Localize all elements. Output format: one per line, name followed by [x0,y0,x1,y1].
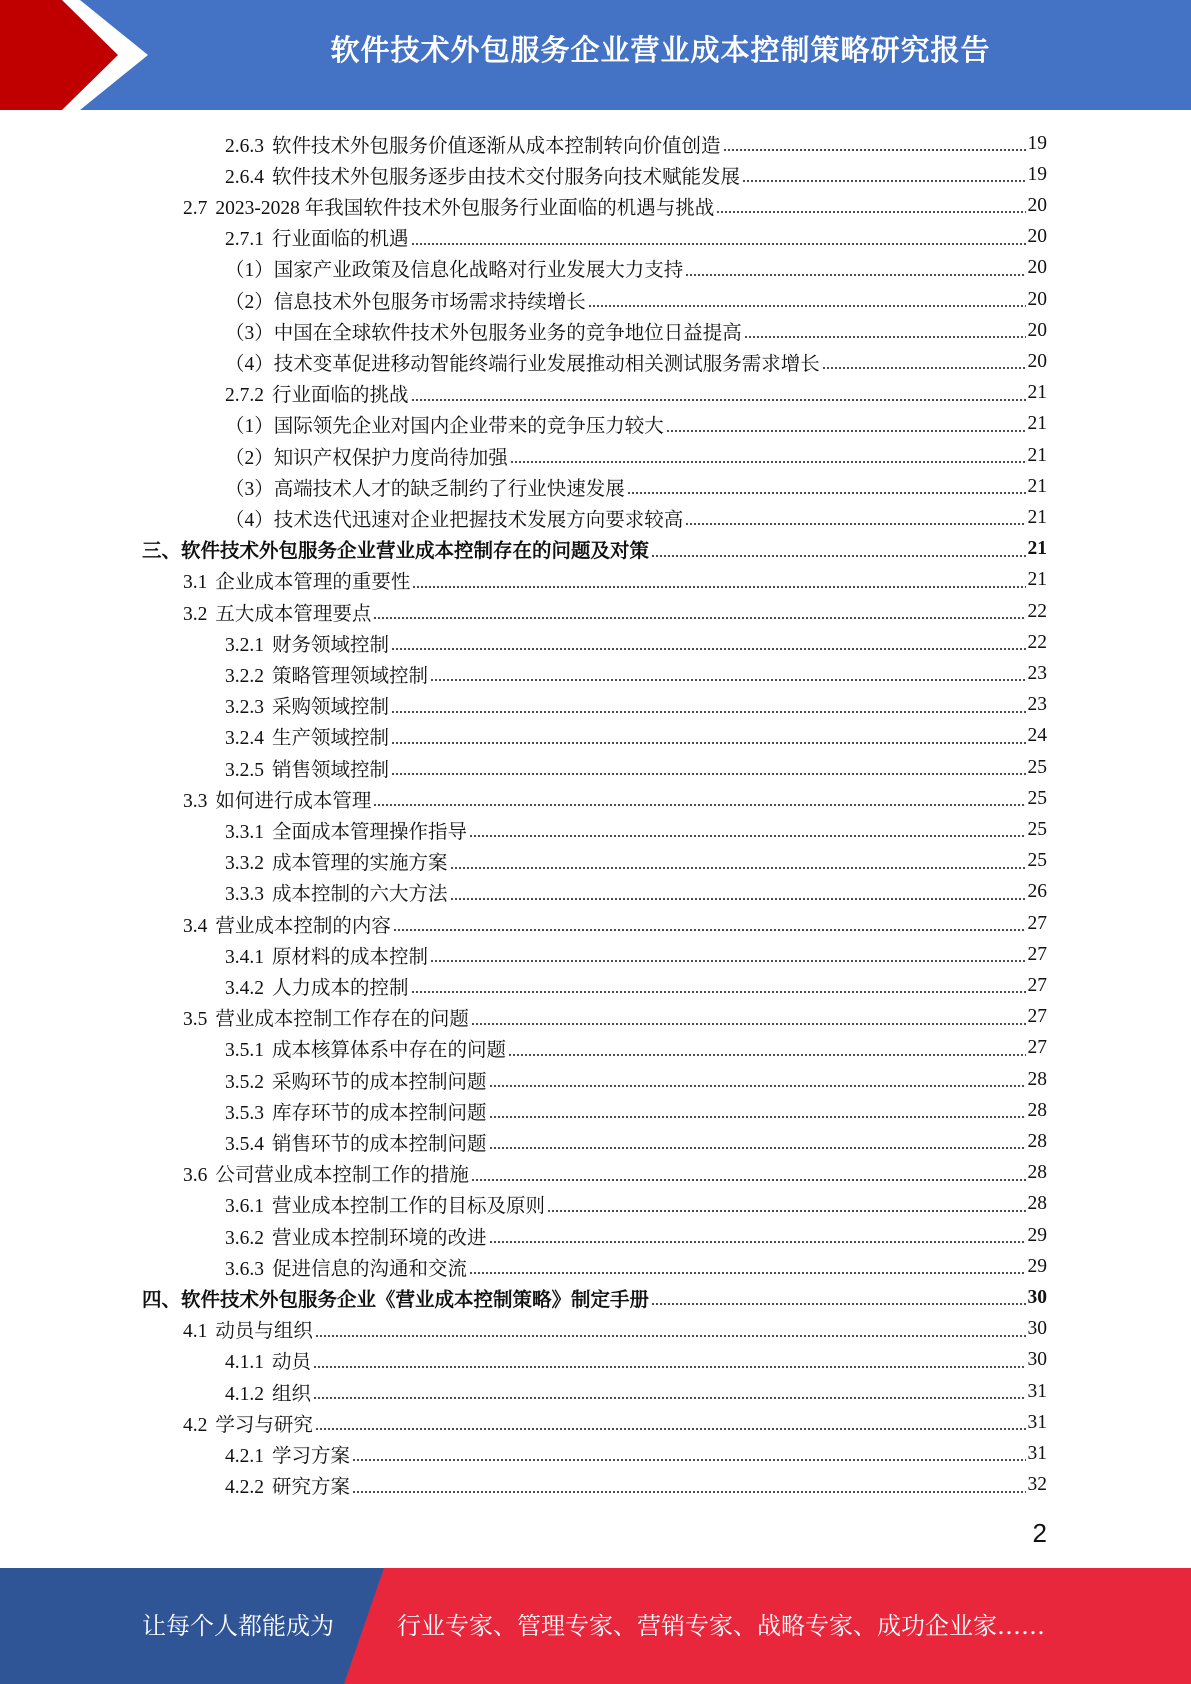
document-title: 软件技术外包服务企业营业成本控制策略研究报告 [330,33,991,67]
toc-entry-title: 软件技术外包服务逐步由技术交付服务向技术赋能发展 [272,166,741,188]
toc-dot-leader [373,804,1025,806]
toc-dot-leader [489,1241,1026,1243]
toc-dot-leader [430,679,1025,681]
toc-entry-page: 32 [1027,1474,1047,1496]
toc-entry-number: 3.4.1 [225,946,264,968]
toc-entry[interactable] [183,1158,1047,1189]
toc-dot-leader [469,1272,1025,1274]
toc-entry-label [225,161,740,189]
toc-entry-page: 21 [1027,506,1047,528]
toc-entry-page: 20 [1027,194,1047,216]
footer-slogan-left: 让每个人都能成为 [142,1612,334,1640]
toc-entry-title: 行业面临的挑战 [272,385,409,407]
toc-entry-number: 4.2.2 [225,1477,264,1499]
toc-entry[interactable] [183,783,1047,814]
toc-dot-leader [430,960,1025,962]
toc-dot-leader [391,711,1025,713]
toc-entry-page: 26 [1027,881,1047,903]
toc-entry-label [142,535,649,563]
page-footer [0,1568,1191,1684]
toc-entry-label [225,410,664,438]
toc-entry-title: 销售领域控制 [272,759,390,781]
toc-dot-leader [685,523,1025,525]
toc-entry[interactable] [225,1251,1047,1282]
toc-entry-title: （1）国家产业政策及信息化战略对行业发展大力支持 [225,260,684,282]
toc-entry[interactable] [183,1407,1047,1438]
toc-entry-page: 21 [1027,538,1047,560]
toc-entry-label [225,286,586,314]
toc-dot-leader [489,1147,1026,1149]
toc-dot-leader [588,305,1026,307]
toc-entry-page: 25 [1027,787,1047,809]
toc-entry-title: 行业面临的机遇 [272,229,409,251]
toc-entry-label [225,1440,350,1468]
toc-entry[interactable] [225,1095,1047,1126]
toc-entry-number: 3.2.2 [225,665,264,687]
toc-entry-page: 31 [1027,1411,1047,1433]
toc-entry[interactable] [225,471,1047,502]
toc-entry-label [225,254,683,282]
toc-entry-label [225,1222,487,1250]
toc-entry[interactable] [225,284,1047,315]
toc-entry-title: 原材料的成本控制 [272,946,429,968]
toc-dot-leader [450,867,1026,869]
toc-entry-title: 软件技术外包服务价值逐渐从成本控制转向价值创造 [272,135,721,157]
toc-entry-page: 31 [1027,1380,1047,1402]
toc-dot-leader [352,1459,1025,1461]
toc-entry-title: 研究方案 [272,1477,351,1499]
toc-entry[interactable] [225,346,1047,377]
toc-entry-number: 2.6.3 [225,135,264,157]
toc-entry-page: 28 [1027,1162,1047,1184]
toc-entry-number: 4.1 [183,1321,208,1343]
toc-entry-title: 公司营业成本控制工作的措施 [215,1165,469,1187]
toc-entry[interactable] [225,409,1047,440]
toc-entry-number: 3.2.4 [225,728,264,750]
toc-entry-title: 五大成本管理要点 [215,603,372,625]
toc-entry[interactable] [225,690,1047,721]
toc-entry[interactable] [225,1438,1047,1469]
toc-entry[interactable] [142,534,1047,565]
toc-entry-number: 2.7 [183,197,208,219]
toc-dot-leader [315,1335,1026,1337]
toc-entry[interactable] [225,378,1047,409]
toc-dot-leader [489,1085,1026,1087]
toc-entry[interactable] [225,627,1047,658]
toc-entry-page: 29 [1027,1224,1047,1246]
toc-entry-page: 20 [1027,350,1047,372]
toc-entry-number: 3.6.3 [225,1258,264,1280]
toc-entry-label [183,598,371,626]
toc-entry[interactable] [225,1033,1047,1064]
toc-entry-page: 29 [1027,1255,1047,1277]
toc-entry-page: 31 [1027,1442,1047,1464]
toc-dot-leader [313,1366,1025,1368]
toc-entry-number: 4.2 [183,1414,208,1436]
toc-entry-title: 动员与组织 [215,1321,313,1343]
toc-entry-label [225,691,389,719]
toc-entry-label [225,754,389,782]
toc-entry-number: 3.5.3 [225,1102,264,1124]
toc-entry-label [142,1284,649,1312]
toc-entry-page: 21 [1027,382,1047,404]
toc-dot-leader [412,586,1025,588]
toc-entry-title: 销售环节的成本控制问题 [272,1133,487,1155]
toc-entry-number: 3.5.2 [225,1071,264,1093]
toc-entry-title: 库存环节的成本控制问题 [272,1102,487,1124]
page-header [0,0,1191,110]
toc-entry-page: 23 [1027,662,1047,684]
toc-entry-label [225,1253,467,1281]
toc-dot-leader [508,1054,1025,1056]
toc-entry-page: 19 [1027,132,1047,154]
toc-entry-label [183,1409,313,1437]
toc-entry[interactable] [225,1126,1047,1157]
toc-entry-title: 营业成本控制环境的改进 [272,1227,487,1249]
toc-entry-page: 28 [1027,1193,1047,1215]
toc-entry-title: 财务领域控制 [272,634,390,656]
toc-entry-page: 21 [1027,475,1047,497]
toc-entry-title: 人力成本的控制 [272,977,409,999]
toc-dot-leader [471,1179,1026,1181]
toc-entry-number: 3.5 [183,1009,208,1031]
toc-entry-title: 采购环节的成本控制问题 [272,1071,487,1093]
toc-entry-number: 2.7.2 [225,385,264,407]
toc-entry-label [225,130,721,158]
toc-entry-title: 营业成本控制工作的目标及原则 [272,1196,546,1218]
toc-entry-number: 3.4.2 [225,977,264,999]
toc-entry-page: 27 [1027,912,1047,934]
toc-entry-number: 2.6.4 [225,166,264,188]
toc-entry-title: 采购领域控制 [272,697,390,719]
toc-entry[interactable] [183,1002,1047,1033]
toc-entry-label [225,1378,311,1406]
toc-dot-leader [716,211,1025,213]
toc-entry-title: （3）高端技术人才的缺乏制约了行业快速发展 [225,478,625,500]
toc-entry[interactable] [225,128,1047,159]
toc-entry-page: 21 [1027,569,1047,591]
toc-entry-title: 学习方案 [272,1445,351,1467]
toc-dot-leader [391,742,1025,744]
toc-entry-title: （4）技术迭代迅速对企业把握技术发展方向要求较高 [225,509,684,531]
toc-dot-leader [666,430,1026,432]
toc-entry[interactable] [225,939,1047,970]
toc-entry-number: 3.5.1 [225,1040,264,1062]
toc-entry-number: 3.5.4 [225,1133,264,1155]
toc-entry-page: 21 [1027,444,1047,466]
toc-dot-leader [469,835,1025,837]
toc-entry-title: 三、软件技术外包服务企业营业成本控制存在的问题及对策 [142,541,650,563]
toc-entry-page: 25 [1027,850,1047,872]
toc-entry-label [225,1471,350,1499]
toc-entry-number: 3.2.1 [225,634,264,656]
toc-entry-label [183,785,371,813]
toc-entry-label [225,847,448,875]
toc-entry-label [183,1315,313,1343]
toc-entry[interactable] [225,970,1047,1001]
toc-entry[interactable] [225,440,1047,471]
toc-entry-label [225,878,448,906]
toc-entry-label [225,442,508,470]
toc-entry-label [225,473,625,501]
toc-entry[interactable] [142,1282,1047,1313]
toc-dot-leader [393,929,1026,931]
toc-entry-title: （2）知识产权保护力度尚待加强 [225,447,508,469]
toc-dot-leader [510,461,1026,463]
toc-entry-title: 企业成本管理的重要性 [215,572,411,594]
toc-dot-leader [742,180,1025,182]
toc-entry-page: 28 [1027,1130,1047,1152]
toc-entry-page: 28 [1027,1068,1047,1090]
toc-dot-leader [627,492,1026,494]
toc-entry-label [225,660,428,688]
toc-entry-page: 20 [1027,226,1047,248]
toc-entry-page: 19 [1027,163,1047,185]
toc-entry-title: （2）信息技术外包服务市场需求持续增长 [225,291,586,313]
toc-dot-leader [489,1116,1026,1118]
toc-entry-number: 3.4 [183,915,208,937]
toc-entry[interactable] [225,877,1047,908]
toc-dot-leader [651,555,1025,557]
toc-entry-title: 促进信息的沟通和交流 [272,1258,468,1280]
toc-entry[interactable] [225,1064,1047,1095]
toc-entry-page: 20 [1027,288,1047,310]
toc-entry-number: 3.6.2 [225,1227,264,1249]
toc-entry[interactable] [225,814,1047,845]
toc-dot-leader [411,243,1026,245]
toc-entry-number: 3.3.3 [225,884,264,906]
toc-entry-page: 30 [1027,1318,1047,1340]
toc-entry-page: 25 [1027,818,1047,840]
header-chevron-decoration [0,0,160,110]
toc-entry-page: 30 [1027,1349,1047,1371]
toc-dot-leader [685,274,1025,276]
toc-entry-label [225,504,683,532]
toc-entry-label [183,566,410,594]
toc-dot-leader [450,898,1026,900]
toc-entry-title: 动员 [272,1352,312,1374]
toc-entry-number: 2.7.1 [225,229,264,251]
toc-entry-number: 3.6 [183,1165,208,1187]
toc-dot-leader [352,1491,1025,1493]
toc-dot-leader [391,648,1025,650]
toc-entry-page: 21 [1027,413,1047,435]
toc-entry-label [225,1346,311,1374]
toc-entry-label [225,317,742,345]
toc-entry-page: 22 [1027,600,1047,622]
toc-dot-leader [313,1397,1025,1399]
toc-dot-leader [411,991,1026,993]
toc-entry-title: （4）技术变革促进移动智能终端行业发展推动相关测试服务需求增长 [225,353,820,375]
toc-entry-label [183,1159,469,1187]
toc-entry-title: 营业成本控制工作存在的问题 [215,1009,469,1031]
toc-entry-label [225,1128,487,1156]
toc-dot-leader [391,773,1025,775]
toc-entry-page: 20 [1027,257,1047,279]
toc-entry-title: 成本核算体系中存在的问题 [272,1040,507,1062]
page-number: 2 [1032,1518,1047,1548]
toc-entry[interactable] [183,1314,1047,1345]
toc-entry-page: 20 [1027,319,1047,341]
toc-dot-leader [547,1210,1025,1212]
toc-entry-number: 3.6.1 [225,1196,264,1218]
toc-entry[interactable] [225,1376,1047,1407]
toc-entry-label [225,1034,506,1062]
toc-entry[interactable] [225,752,1047,783]
toc-entry-label [225,1190,545,1218]
toc-entry-label [225,722,389,750]
footer-slogan-right: 行业专家、管理专家、营销专家、战略专家、成功企业家…… [397,1612,1045,1640]
toc-entry-title: 生产领域控制 [272,728,390,750]
toc-entry-number: 3.3.1 [225,821,264,843]
toc-dot-leader [651,1303,1025,1305]
toc-entry-page: 23 [1027,694,1047,716]
toc-entry-number: 4.1.2 [225,1383,264,1405]
toc-entry-label [225,1097,487,1125]
toc-entry-label [183,192,714,220]
toc-entry-title: 成本管理的实施方案 [272,853,448,875]
toc-dot-leader [315,1428,1026,1430]
toc-entry[interactable] [225,159,1047,190]
toc-entry[interactable] [225,1220,1047,1251]
toc-entry[interactable] [225,721,1047,752]
toc-entry-page: 28 [1027,1099,1047,1121]
toc-entry-label [225,816,467,844]
toc-entry-label [225,972,409,1000]
toc-entry-label [183,910,391,938]
toc-entry-label [225,223,409,251]
toc-entry-title: 2023-2028 年我国软件技术外包服务行业面临的机遇与挑战 [215,197,715,219]
toc-entry-title: 学习与研究 [215,1414,313,1436]
toc-dot-leader [411,399,1026,401]
toc-entry[interactable] [225,1345,1047,1376]
toc-entry-title: 营业成本控制的内容 [215,915,391,937]
toc-entry-number: 3.3 [183,790,208,812]
toc-entry-title: 策略管理领域控制 [272,665,429,687]
toc-entry-label [225,379,409,407]
toc-entry-page: 27 [1027,943,1047,965]
toc-entry[interactable] [225,1189,1047,1220]
toc-entry[interactable] [225,222,1047,253]
toc-entry-number: 4.2.1 [225,1445,264,1467]
toc-entry-label [225,629,389,657]
toc-entry[interactable] [183,596,1047,627]
toc-entry[interactable] [183,565,1047,596]
toc-dot-leader [471,1023,1026,1025]
toc-entry-number: 3.2.3 [225,697,264,719]
toc-entry[interactable] [225,315,1047,346]
toc-entry-page: 27 [1027,1037,1047,1059]
toc-dot-leader [723,149,1026,151]
toc-entry-label [225,1066,487,1094]
toc-dot-leader [822,367,1026,369]
toc-entry-title: （1）国际领先企业对国内企业带来的竞争压力较大 [225,416,664,438]
toc-entry[interactable] [225,1470,1047,1501]
toc-entry-page: 27 [1027,974,1047,996]
toc-entry-number: 3.1 [183,572,208,594]
toc-entry[interactable] [225,502,1047,533]
toc-entry-page: 22 [1027,631,1047,653]
toc-entry-page: 25 [1027,756,1047,778]
toc-entry-title: 成本控制的六大方法 [272,884,448,906]
toc-entry[interactable] [225,846,1047,877]
toc-entry-number: 4.1.1 [225,1352,264,1374]
toc-entry-title: 四、软件技术外包服务企业《营业成本控制策略》制定手册 [142,1289,650,1311]
toc-entry-title: 如何进行成本管理 [215,790,372,812]
toc-entry-number: 3.3.2 [225,853,264,875]
toc-entry-title: （3）中国在全球软件技术外包服务业务的竞争地位日益提高 [225,322,742,344]
toc-entry-label [183,1003,469,1031]
toc-entry-title: 组织 [272,1383,312,1405]
toc-entry[interactable] [225,658,1047,689]
toc-entry-number: 3.2.5 [225,759,264,781]
toc-entry-page: 27 [1027,1006,1047,1028]
toc-dot-leader [373,617,1025,619]
toc-entry[interactable] [183,190,1047,221]
toc-entry-label [225,941,428,969]
toc-entry-page: 24 [1027,725,1047,747]
toc-entry-title: 全面成本管理操作指导 [272,821,468,843]
toc-entry-page: 30 [1027,1286,1047,1308]
toc-entry[interactable] [183,908,1047,939]
toc-entry-number: 3.2 [183,603,208,625]
toc-entry-label [225,348,820,376]
toc-dot-leader [744,336,1026,338]
toc-entry[interactable] [225,253,1047,284]
